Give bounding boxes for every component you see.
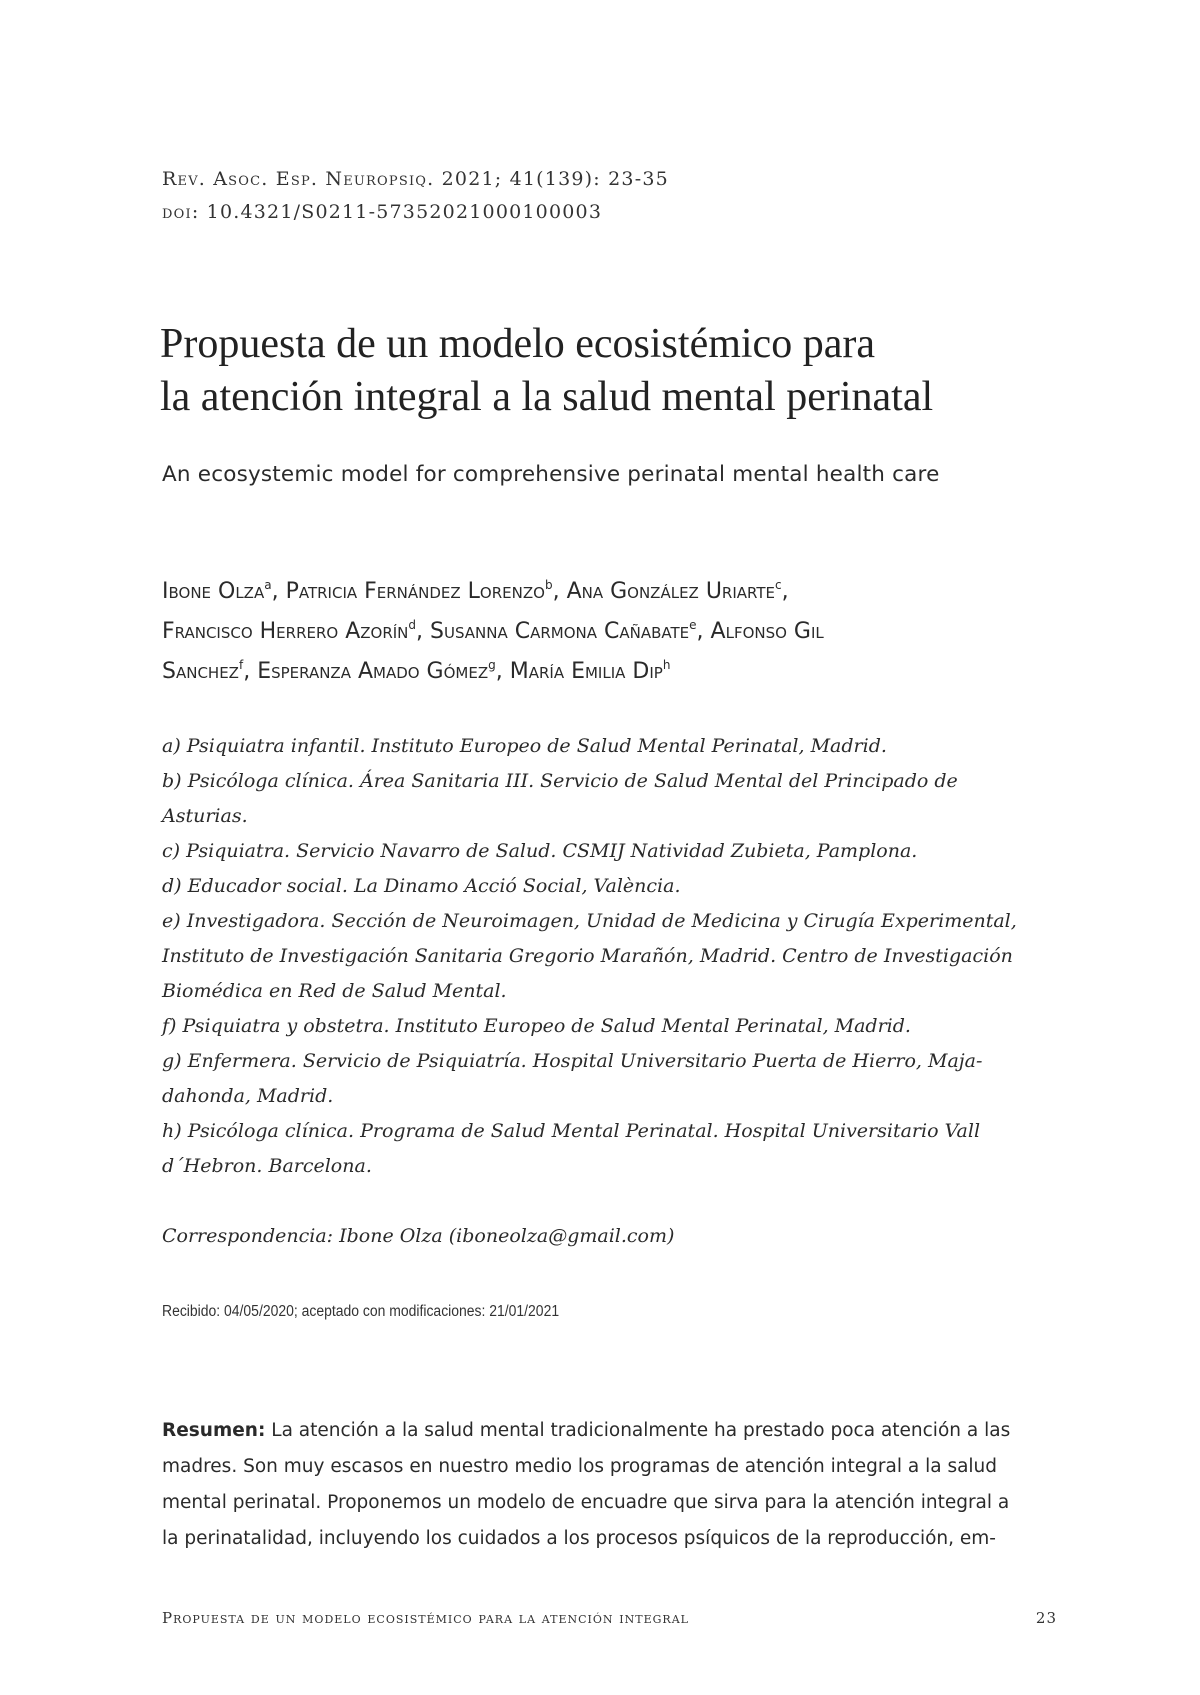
author-line-2: Francisco Herrero Azorín$^d$, Susanna Carmona Cañabate$^e$, Alfonso Gil	[162, 618, 824, 644]
running-title: Propuesta de un modelo ecosistémico para la atención integral	[162, 1609, 689, 1627]
affiliation-line: a) Psiquiatra infantil. Instituto Europeo de Salud Mental Perinatal, Madrid.	[162, 735, 887, 757]
abstract-label: Resumen:	[162, 1420, 266, 1441]
abstract-text: La atención a la salud mental tradicionalmente ha prestado poca atención a las	[271, 1420, 1011, 1441]
author-name: Ana González Uriarte	[566, 579, 775, 604]
author-affil-mark: b	[544, 578, 553, 592]
author-name: Patricia Fernández Lorenzo	[285, 579, 545, 604]
author-name: María Emilia Dip	[509, 659, 663, 684]
author-affil-mark: h	[662, 658, 671, 672]
journal-citation: Rev. Asoc. Esp. Neuropsiq. 2021; 41(139): 23-35	[162, 168, 669, 190]
author-name: Francisco Herrero Azorín	[162, 619, 409, 644]
author-name-part: Sanchez	[162, 659, 239, 684]
author-line-3: Sanchez$^f$, Esperanza Amado Gómez$^g$, María Emilia Dip$^h$	[162, 658, 671, 684]
affiliation-line: Instituto de Investigación Sanitaria Gregorio Marañón, Madrid. Centro de Investigación	[162, 945, 1013, 967]
affiliation-line: d´Hebron. Barcelona.	[162, 1155, 372, 1177]
author-list	[162, 572, 1052, 692]
abstract-line-4: la perinatalidad, incluyendo los cuidados a los procesos psíquicos de la reproducción, em-	[162, 1528, 996, 1549]
affiliation-line: Asturias.	[162, 805, 248, 827]
affiliation-line: dahonda, Madrid.	[162, 1085, 334, 1107]
affiliation-line: c) Psiquiatra. Servicio Navarro de Salud. CSMIJ Natividad Zubieta, Pamplona.	[162, 840, 918, 862]
affiliation-line: b) Psicóloga clínica. Área Sanitaria III. Servicio de Salud Mental del Principado de	[162, 770, 958, 792]
received-dates: Recibido: 04/05/2020; aceptado con modificaciones: 21/01/2021	[162, 1303, 560, 1320]
affiliation-line: e) Investigadora. Sección de Neuroimagen, Unidad de Medicina y Cirugía Experimental,	[162, 910, 1017, 932]
affiliations	[162, 729, 1057, 1184]
correspondence: Correspondencia: Ibone Olza (iboneolza@gmail.com)	[162, 1225, 675, 1247]
journal-doi[interactable]: doi: 10.4321/S0211-57352021000100003	[162, 201, 603, 223]
page-number: 23	[1035, 1609, 1057, 1627]
title-line-2: la atención integral a la salud mental perinatal	[160, 374, 934, 420]
author-affil-mark: g	[488, 658, 496, 672]
abstract-line-2: madres. Son muy escasos en nuestro medio los programas de atención integral a la salud	[162, 1456, 998, 1477]
author-name: Susanna Carmona Cañabate	[430, 619, 690, 644]
english-title: An ecosystemic model for comprehensive perinatal mental health care	[162, 462, 940, 487]
affiliation-line: g) Enfermera. Servicio de Psiquiatría. Hospital Universitario Puerta de Hierro, Maja-	[162, 1050, 983, 1072]
author-name: Ibone Olza	[162, 579, 265, 604]
author-affil-mark: f	[238, 658, 244, 672]
affiliation-line: h) Psicóloga clínica. Programa de Salud Mental Perinatal. Hospital Universitario Vall	[162, 1120, 981, 1142]
affiliation-line: f) Psiquiatra y obstetra. Instituto Europeo de Salud Mental Perinatal, Madrid.	[162, 1015, 911, 1037]
author-name-part: Alfonso Gil	[710, 619, 824, 644]
abstract-line-1	[162, 1413, 1057, 1449]
author-affil-mark: e	[689, 618, 697, 632]
title-line-1: Propuesta de un modelo ecosistémico para	[160, 321, 875, 367]
author-affil-mark: d	[408, 618, 417, 632]
author-affil-mark: a	[264, 578, 272, 592]
author-name: Esperanza Amado Gómez	[257, 659, 489, 684]
abstract-line-3: mental perinatal. Proponemos un modelo de encuadre que sirva para la atención integral a	[162, 1492, 1010, 1513]
page-footer	[162, 1609, 1057, 1627]
author-line-1: Ibone Olza$^a$, Patricia Fernández Lorenzo$^b$, Ana González Uriarte$^c$,	[162, 578, 789, 604]
affiliation-line: d) Educador social. La Dinamo Acció Social, València.	[162, 875, 681, 897]
author-affil-mark: c	[775, 578, 782, 592]
affiliation-line: Biomédica en Red de Salud Mental.	[162, 980, 507, 1002]
article-title	[160, 318, 1060, 424]
abstract	[162, 1413, 1057, 1557]
journal-header	[162, 163, 669, 229]
